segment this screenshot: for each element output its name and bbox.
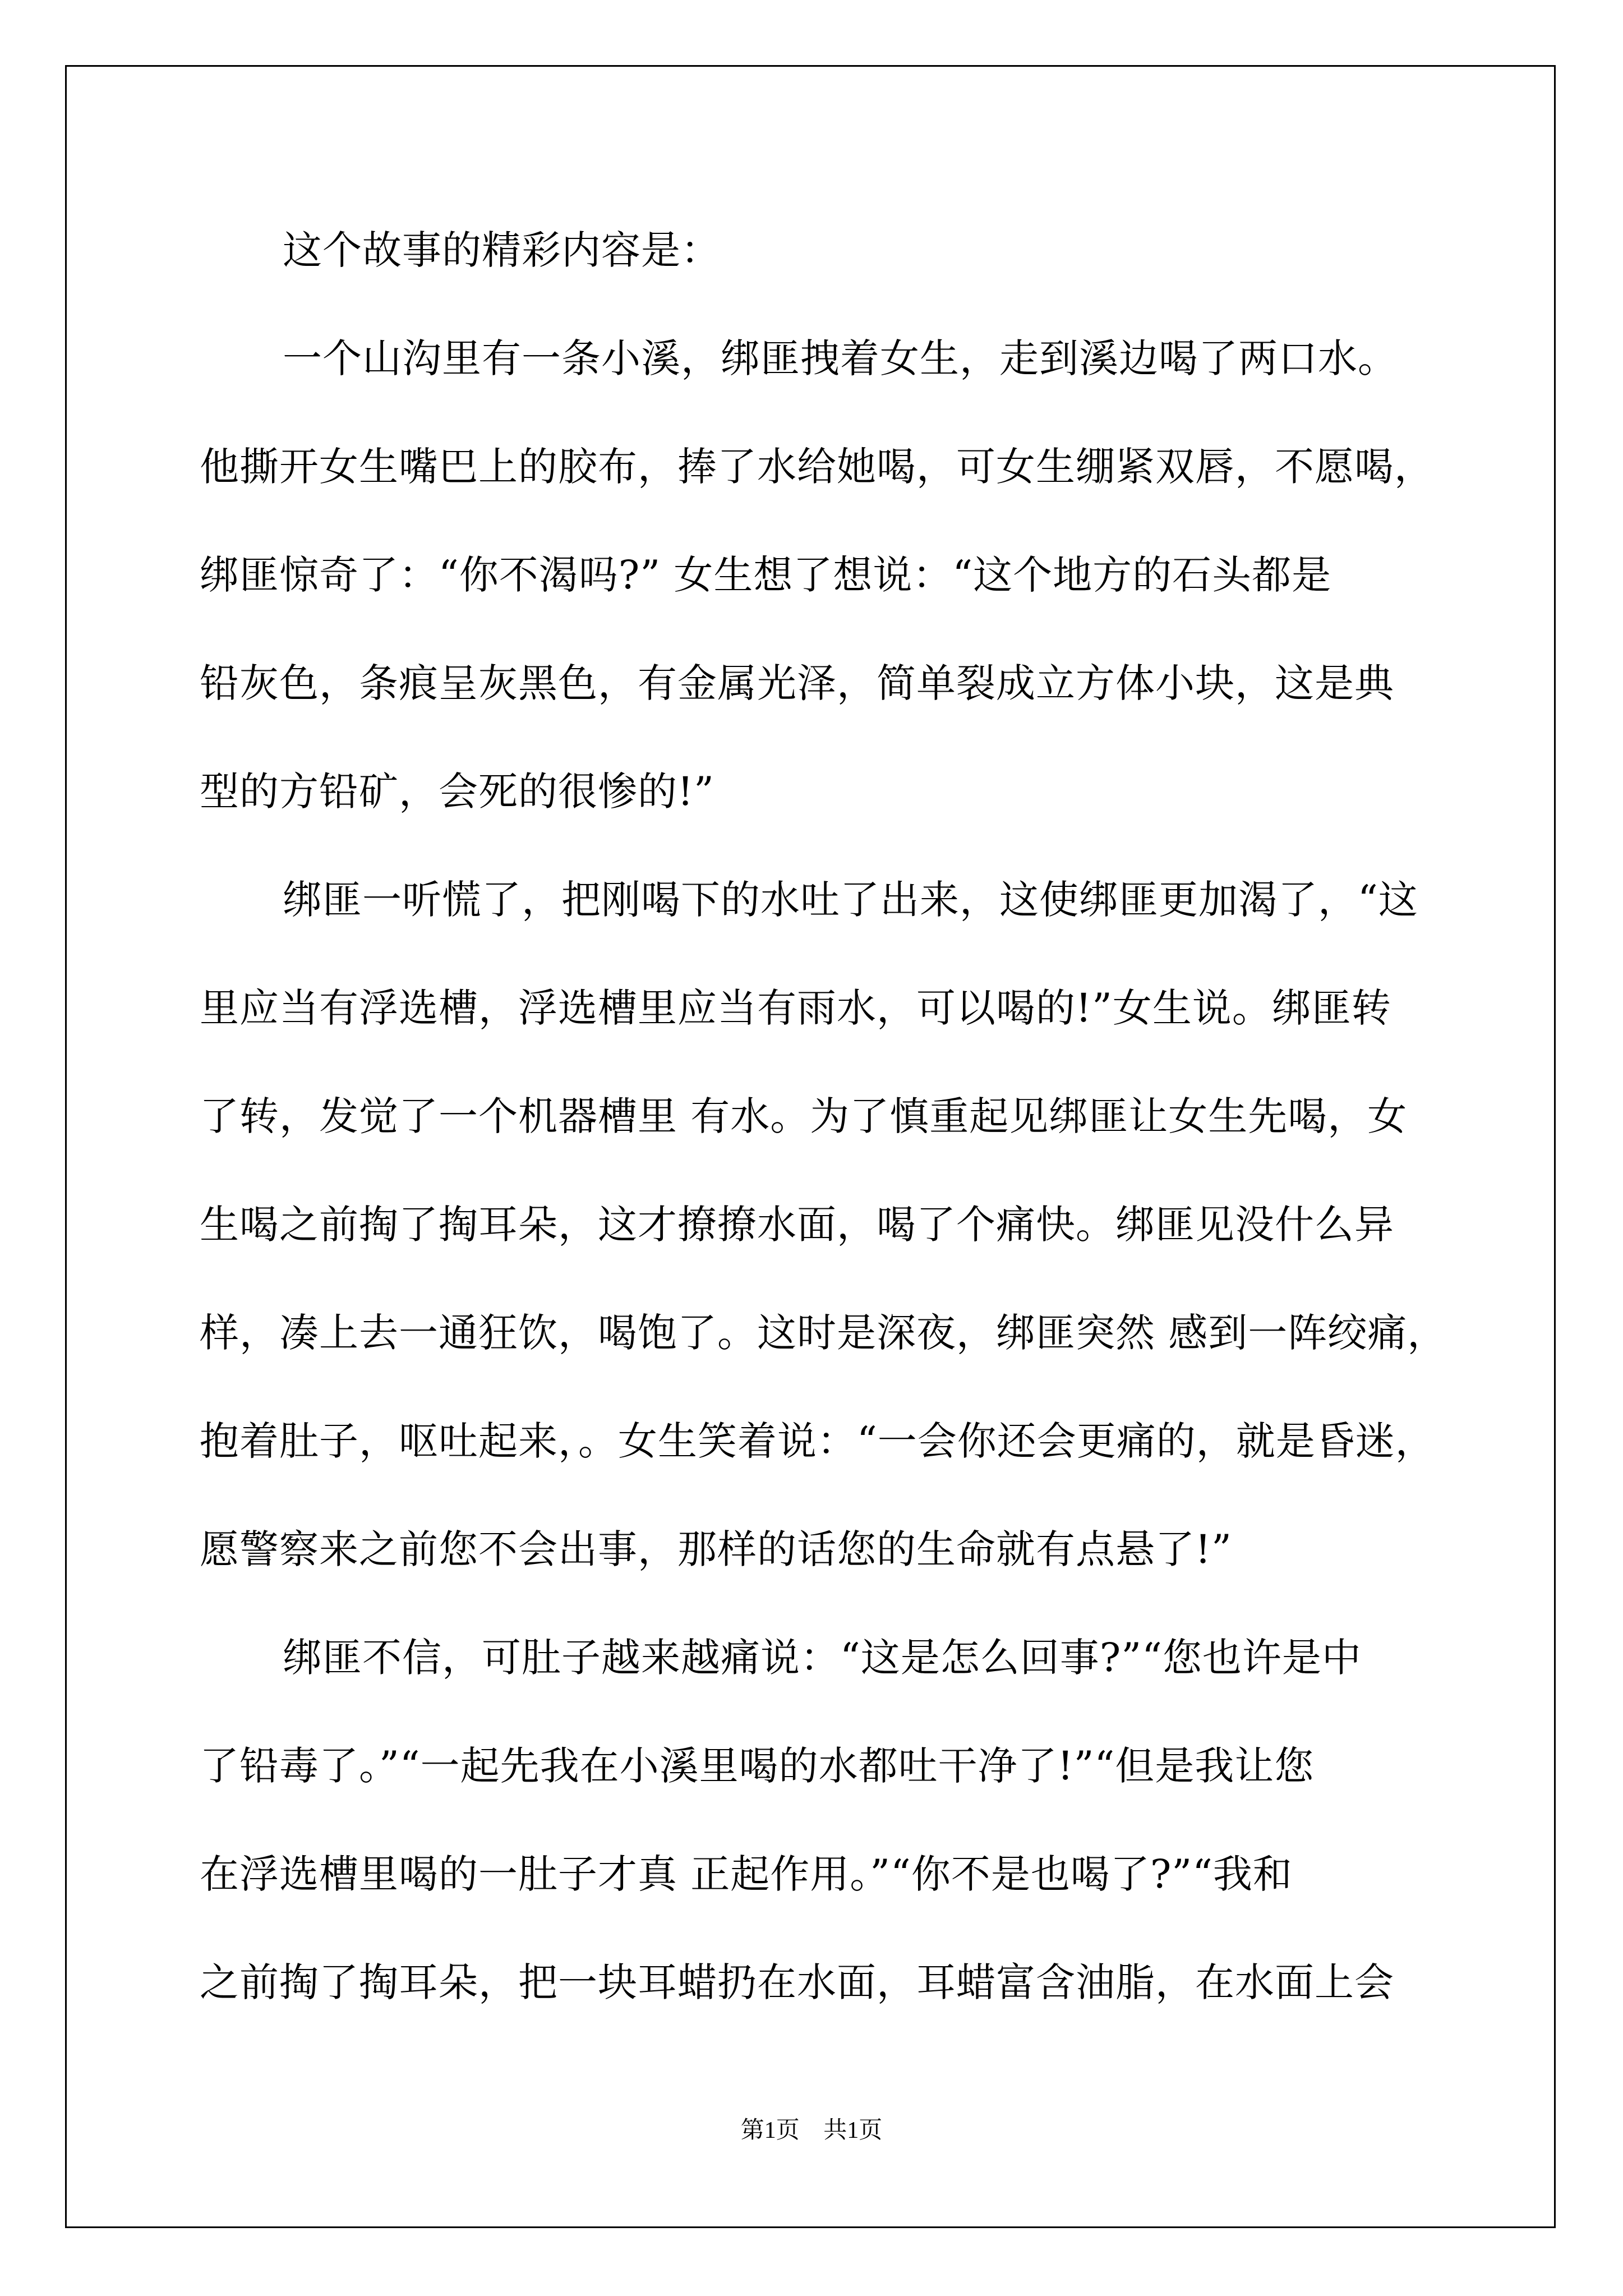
text-line: 抱着肚子，呕吐起来，。女生笑着说：“一会你还会更痛的，就是昏迷， bbox=[200, 1418, 1435, 1464]
document-body bbox=[200, 217, 1447, 2057]
text-line: 型的方铅矿，会死的很惨的!” bbox=[200, 769, 714, 815]
text-line: 样，凑上去一通狂饮，喝饱了。这时是深夜，绑匪突然 感到一阵绞痛， bbox=[200, 1310, 1447, 1356]
text-line: 绑匪不信，可肚子越来越痛说：“这是怎么回事?”“您也许是中 bbox=[283, 1635, 1362, 1681]
text-line: 绑匪惊奇了：“你不渴吗?” 女生想了想说：“这个地方的石头都是 bbox=[200, 552, 1332, 598]
text-line: 这个故事的精彩内容是： bbox=[283, 227, 721, 273]
text-line: 了铅毒了。”“一起先我在小溪里喝的水都吐干净了!”“但是我让您 bbox=[200, 1743, 1315, 1789]
page-number: 第1页 bbox=[740, 2118, 800, 2143]
text-line: 了转，发觉了一个机器槽里 有水。为了慎重起见绑匪让女生先喝，女 bbox=[200, 1093, 1408, 1139]
text-line: 绑匪一听慌了，把刚喝下的水吐了出来，这使绑匪更加渴了，“这 bbox=[283, 877, 1418, 923]
total-pages: 共1页 bbox=[823, 2118, 883, 2143]
page-footer bbox=[0, 2114, 1623, 2147]
text-line: 之前掏了掏耳朵，把一块耳蜡扔在水面，耳蜡富含油脂，在水面上会 bbox=[200, 1959, 1394, 2005]
text-line: 生喝之前掏了掏耳朵，这才撩撩水面，喝了个痛快。绑匪见没什么异 bbox=[200, 1202, 1394, 1248]
text-line: 愿警察来之前您不会出事，那样的话您的生命就有点悬了!” bbox=[200, 1526, 1232, 1572]
text-line: 一个山沟里有一条小溪，绑匪拽着女生，走到溪边喝了两口水。 bbox=[283, 335, 1398, 381]
text-line: 他撕开女生嘴巴上的胶布，捧了水给她喝，可女生绷紧双唇，不愿喝， bbox=[200, 444, 1434, 490]
text-line: 铅灰色，条痕呈灰黑色，有金属光泽，简单裂成立方体小块，这是典 bbox=[200, 660, 1394, 706]
text-line: 在浮选槽里喝的一肚子才真 正起作用。”“你不是也喝了?”“我和 bbox=[200, 1851, 1293, 1897]
text-line: 里应当有浮选槽，浮选槽里应当有雨水，可以喝的!”女生说。绑匪转 bbox=[200, 985, 1391, 1031]
